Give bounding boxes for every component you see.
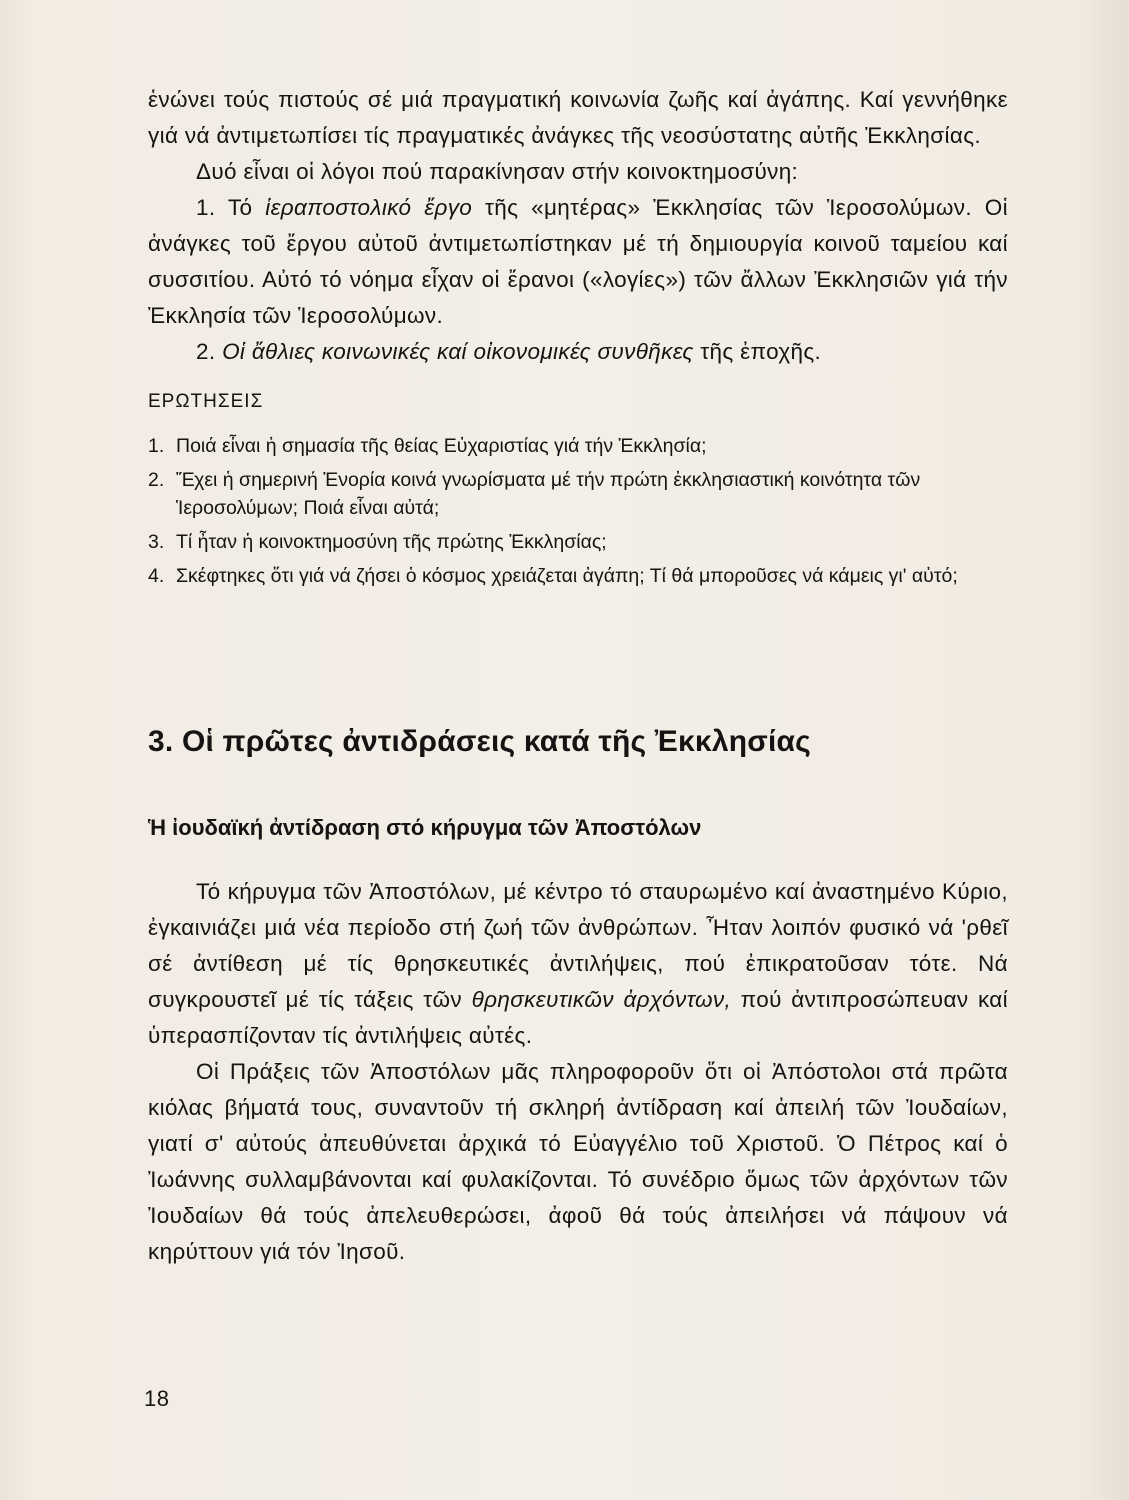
question-number: 4. xyxy=(148,565,165,587)
reason-1-rest: τῆς «μητέρας» Ἐκκλησίας τῶν Ἱεροσολύμων. Οἱ ἀνάγκες τοῦ ἔργου αὐτοῦ ἀντιμετωπίστηκαν μέ τή δημιουργία κοινοῦ ταμείου καί συσσιτίου. Αὐτό τό νόημα εἶχαν οἱ ἔρανοι («λογίες») τῶν ἄλλων Ἐκκλησιῶν γιά τήν Ἐκκλησία τῶν Ἱεροσολύμων. xyxy=(148,195,1008,328)
section-p1-rest: πού ἀντιπροσώπευαν καί ὑπερασπίζονταν τίς ἀντιλήψεις αὐτές. xyxy=(148,987,1009,1048)
question-text: Ποιά εἶναι ἡ σημασία τῆς θείας Εὐχαριστίας γιά τήν Ἐκκλησία; xyxy=(176,435,707,457)
section-title: Ἡ ἰουδαϊκή ἀντίδραση στό κήρυγμα τῶν Ἀποστόλων xyxy=(148,815,702,840)
question-item xyxy=(148,562,1008,590)
questions-list xyxy=(148,432,1008,590)
question-number: 1. xyxy=(148,435,165,457)
page-number: 18 xyxy=(144,1386,170,1411)
reason-2-rest: τῆς ἐποχῆς. xyxy=(693,339,822,364)
question-text: Σκέφτηκες ὅτι γιά νά ζήσει ὁ κόσμος χρειάζεται ἀγάπη; Τί θά μποροῦσες νά κάμεις γι' αὐτό; xyxy=(176,565,958,587)
question-text: Τί ἦταν ἡ κοινοκτημοσύνη τῆς πρώτης Ἐκκλησίας; xyxy=(176,531,607,553)
section-paragraph-1 xyxy=(148,874,1008,1054)
reason-2-italic: Οἱ ἄθλιες κοινωνικές καί οἰκονομικές συνθῆκες xyxy=(222,339,694,364)
section-paragraph-2: Οἱ Πράξεις τῶν Ἀποστόλων μᾶς πληροφοροῦν ὅτι οἱ Ἀπόστολοι στά πρῶτα κιόλας βήματά τους, συναντοῦν τή σκληρή ἀντίδραση καί ἀπειλή τῶν Ἰουδαίων, γιατί σ' αὐτούς ἀπευθύνεται ἀρχικά τό Εὐαγγέλιο τοῦ Χριστοῦ. Ὁ Πέτρος καί ὁ Ἰωάννης συλλαμβάνονται καί φυλακίζονται. Τό συνέδριο ὅμως τῶν ἀρχόντων τῶν Ἰουδαίων θά τούς ἀπελευθερώσει, ἀφοῦ θά τούς ἀπειλήσει νά πάψουν νά κηρύττουν γιά τόν Ἰησοῦ. xyxy=(148,1059,1008,1264)
chapter-title: 3. Οἱ πρῶτες ἀντιδράσεις κατά τῆς Ἐκκλησίας xyxy=(148,725,811,758)
questions-heading: ΕΡΩΤΗΣΕΙΣ xyxy=(148,391,264,412)
question-item xyxy=(148,528,1008,556)
question-item xyxy=(148,466,1008,522)
reason-1-start: 1. Τό xyxy=(196,195,266,220)
section-p1-italic: θρησκευτικῶν ἀρχόντων, xyxy=(471,987,732,1012)
question-number: 2. xyxy=(148,469,165,491)
question-item xyxy=(148,432,1008,460)
page-content xyxy=(148,82,1008,1270)
section-p1-start: Τό κήρυγμα τῶν Ἀποστόλων, μέ κέντρο τό σταυρωμένο καί ἀναστημένο Κύριο, ἐγκαινιάζει μιά νέα περίοδο στή ζωή τῶν ἀνθρώπων. Ἦταν λοιπόν φυσικό νά 'ρθεῖ σέ ἀντίθεση μέ τίς θρησκευτικές ἀντιλήψεις, πού ἐπικρατοῦσαν τότε. Νά συγκρουστεῖ μέ τίς τάξεις τῶν xyxy=(148,879,1008,1012)
reason-1 xyxy=(148,190,1008,334)
intro-paragraph: ἑνώνει τούς πιστούς σέ μιά πραγματική κοινωνία ζωῆς καί ἀγάπης. Καί γεννήθηκε γιά νά ἀντιμετωπίσει τίς πραγματικές ἀνάγκες τῆς νεοσύστατης αὐτῆς Ἐκκλησίας. xyxy=(148,87,1008,148)
reason-2 xyxy=(148,334,1008,370)
question-number: 3. xyxy=(148,531,165,553)
reason-2-start: 2. xyxy=(196,339,223,364)
reason-1-italic: ἱεραποστολικό ἔργο xyxy=(265,195,473,220)
section-body xyxy=(148,874,1008,1270)
question-text: Ἔχει ἡ σημερινή Ἐνορία κοινά γνωρίσματα μέ τήν πρώτη ἐκκλησιαστική κοινότητα τῶν Ἱεροσολύμων; Ποιά εἶναι αὐτά; xyxy=(176,469,921,519)
reasons-intro: Δυό εἶναι οἱ λόγοι πού παρακίνησαν στήν κοινοκτημοσύνη: xyxy=(196,159,799,184)
